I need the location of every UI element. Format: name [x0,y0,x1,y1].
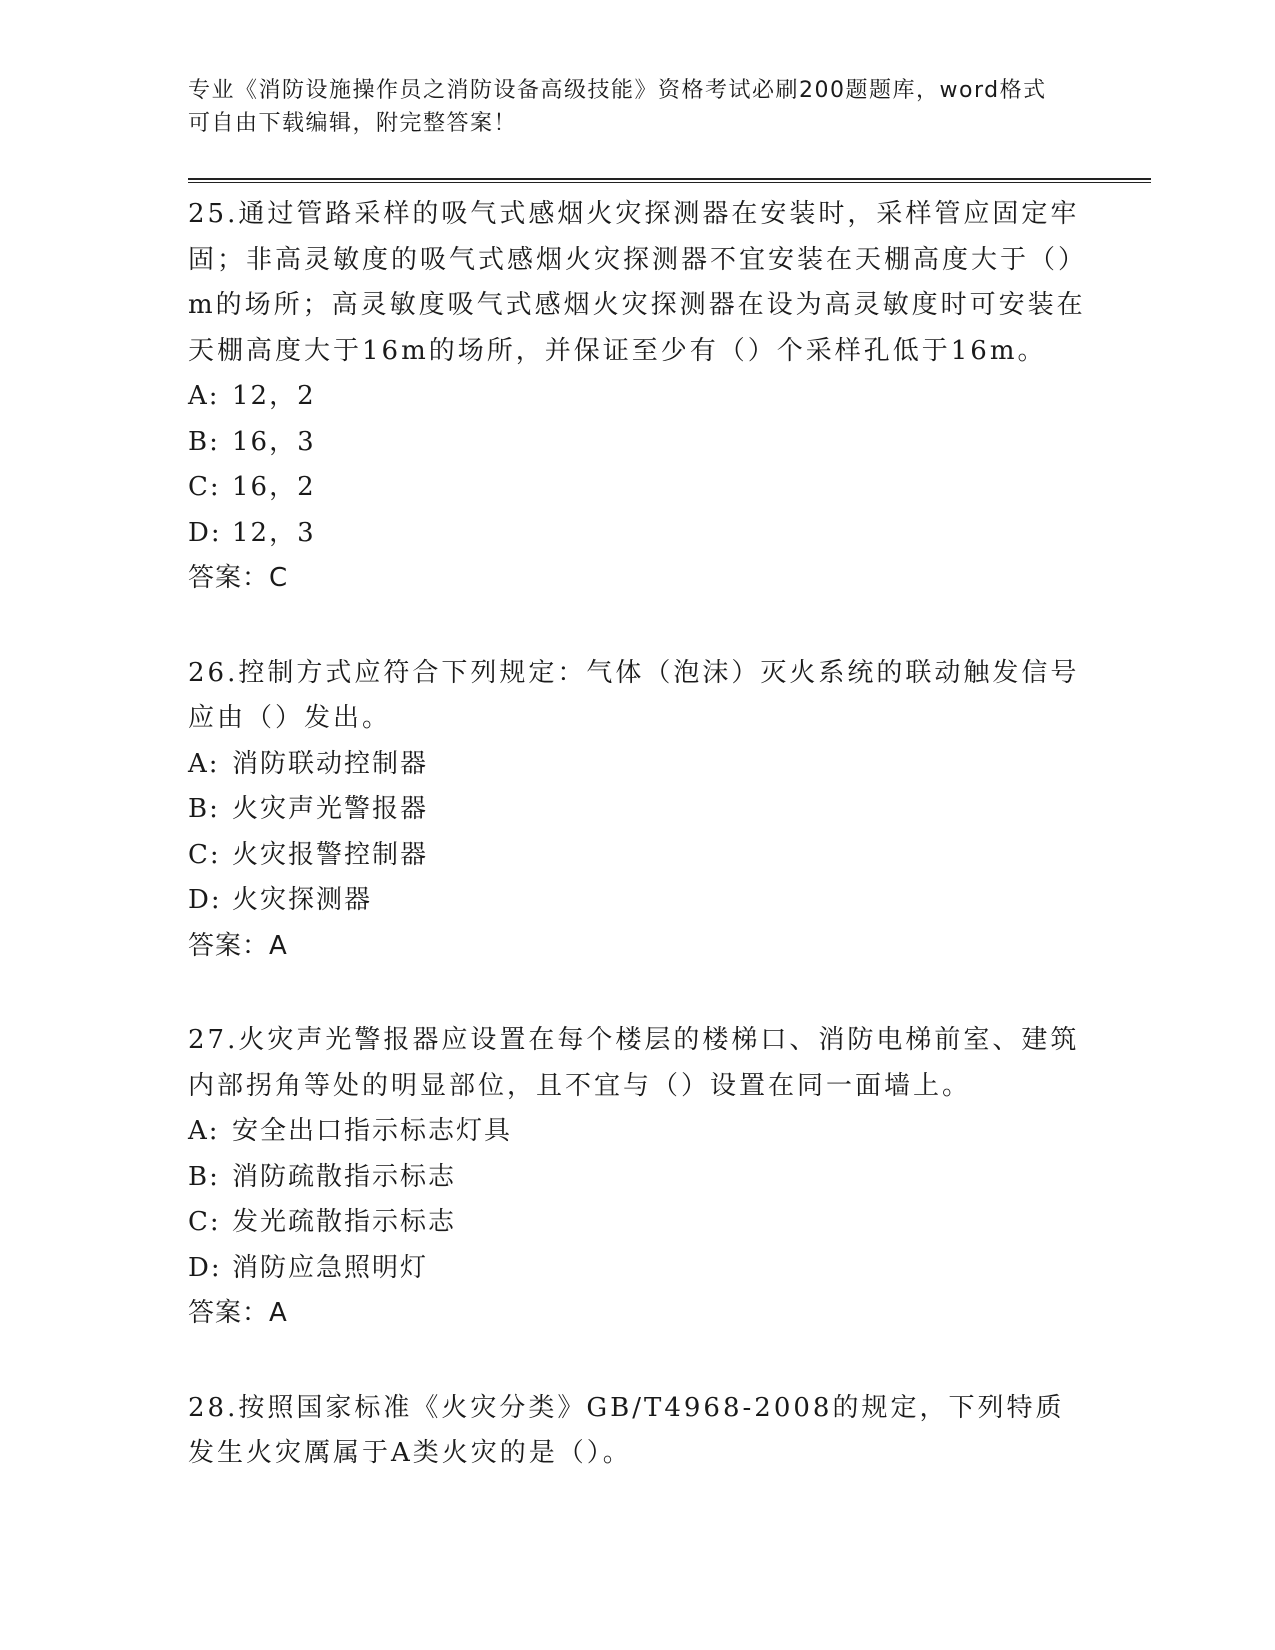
option-text: 消防联动控制器 [232,748,429,779]
option-text: 12，3 [232,517,316,548]
option-key: A: [188,1116,220,1146]
option-key: A: [188,381,220,411]
option-key: D: [188,1252,222,1283]
answer-label: 答案：A [188,1298,288,1328]
page-header: 专业《消防设施操作员之消防设备高级技能》资格考试必刷200题题库，word格式可自由下载编辑，附完整答案！ [188,78,1047,136]
option-key: B: [188,1161,220,1192]
option-a [188,1109,1088,1155]
option-key: C: [188,472,221,502]
option-a [188,374,1088,420]
option-key: A: [188,748,220,779]
question-stem: 28.按照国家标准《火灾分类》GB/T4968-2008的规定，下列特质发生火灾厲属于A类火灾的是（）。 [188,1392,1065,1468]
option-key: D: [188,885,222,915]
option-text: 安全出口指示标志灯具 [232,1116,513,1146]
option-c [188,833,1088,879]
answer-label: 答案：C [188,563,289,593]
option-c [188,465,1088,511]
header-divider-thin [188,182,1151,183]
option-key: C: [188,1207,221,1237]
question-stem: 25.通过管路采样的吸气式感烟火灾探测器在安装时，采样管应固定牢固；非高灵敏度的吸气式感烟火灾探测器不宜安装在天棚高度大于（）m的场所；高灵敏度吸气式感烟火灾探测器在设为高灵敏度时可安装在天棚高度大于16m的场所，并保证至少有（）个采样孔低于16m。 [188,199,1088,366]
option-b [188,1155,1088,1201]
header-divider [188,178,1151,180]
question-25 [188,188,1088,602]
option-text: 12，2 [232,381,316,411]
question-stem: 26.控制方式应符合下列规定：气体（泡沫）灭火系统的联动触发信号应由（）发出。 [188,657,1080,733]
option-text: 火灾声光警报器 [232,794,429,824]
question-list [188,188,1088,1522]
option-text: 16，3 [232,426,316,457]
option-d [188,878,1088,924]
question-stem: 27.火灾声光警报器应设置在每个楼层的楼梯口、消防电梯前室、建筑内部拐角等处的明显部位，且不宜与（）设置在同一面墙上。 [188,1025,1080,1101]
question-26 [188,647,1088,970]
option-text: 16，2 [232,472,316,502]
option-d [188,511,1088,557]
option-key: D: [188,517,222,548]
option-d [188,1246,1088,1292]
option-b [188,787,1088,833]
option-text: 火灾探测器 [232,885,373,915]
option-key: B: [188,794,220,824]
option-key: B: [188,426,220,457]
option-c [188,1200,1088,1246]
question-27 [188,1014,1088,1337]
option-text: 火灾报警控制器 [232,839,429,870]
option-b [188,420,1088,466]
question-28 [188,1382,1088,1477]
option-text: 消防应急照明灯 [232,1252,429,1283]
option-text: 消防疏散指示标志 [232,1161,457,1192]
option-a [188,742,1088,788]
answer-label: 答案：A [188,930,288,961]
option-key: C: [188,839,221,870]
option-text: 发光疏散指示标志 [232,1207,457,1237]
